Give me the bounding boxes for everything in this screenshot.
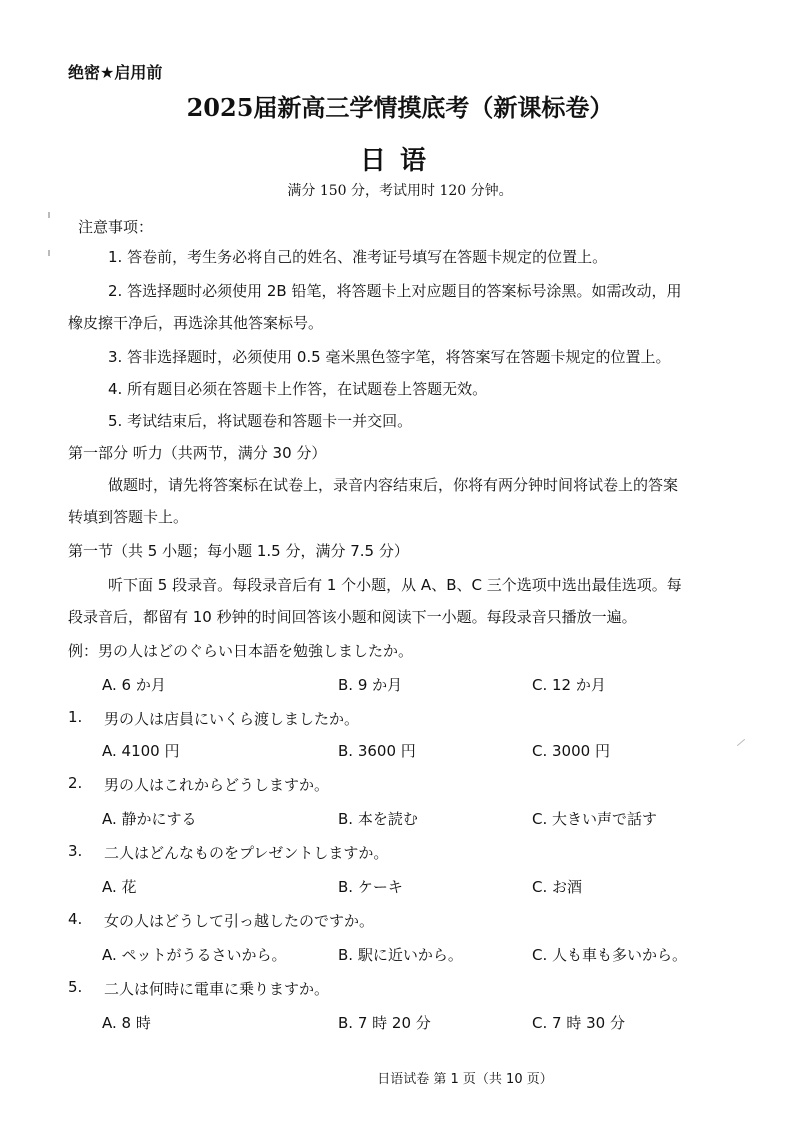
question-text: 男の人は店員にいくら渡しましたか。: [104, 710, 360, 728]
question-number: 2.: [68, 774, 83, 792]
section1-title: 第一节（共 5 小题；每小题 1.5 分，满分 7.5 分）: [68, 542, 409, 560]
question-text: 男の人はこれからどうしますか。: [104, 776, 330, 794]
option-b: B. 9 か月: [338, 676, 403, 694]
notice-item: 5. 考试结束后，将试题卷和答题卡一并交回。: [108, 412, 413, 430]
notice-item: 3. 答非选择题时，必须使用 0.5 毫米黑色签字笔，将答案写在答题卡规定的位置上。: [108, 348, 671, 366]
exam-title: 2025届新高三学情摸底考（新课标卷）: [186, 93, 614, 122]
confidential-label: 绝密★启用前: [68, 63, 163, 82]
score-info: 满分 150 分，考试用时 120 分钟。: [287, 183, 513, 199]
option-c: C. お酒: [532, 878, 583, 896]
notice-item: 4. 所有题目必须在答题卡上作答，在试题卷上答题无效。: [108, 380, 488, 398]
option-c: C. 人も車も多いから。: [532, 946, 688, 964]
option-b: B. 本を読む: [338, 810, 418, 828]
option-a: A. 静かにする: [102, 810, 197, 828]
part1-title: 第一部分 听力（共两节，满分 30 分）: [68, 444, 327, 462]
option-a: A. 4100 円: [102, 742, 180, 760]
scan-mark: [48, 250, 50, 256]
question-number: 5.: [68, 978, 83, 996]
question-number: 例：: [68, 642, 99, 660]
part1-instruction: 转填到答题卡上。: [68, 508, 189, 526]
option-b: B. 3600 円: [338, 742, 416, 760]
option-b: B. 駅に近いから。: [338, 946, 463, 964]
question-number: 3.: [68, 842, 83, 860]
question-example: [68, 640, 413, 661]
part1-instruction: 做题时，请先将答案标在试卷上，录音内容结束后，你将有两分钟时间将试卷上的答案: [108, 476, 679, 494]
question-text: 女の人はどうして引っ越したのですか。: [104, 912, 375, 930]
question-text: 二人は何時に電車に乗りますか。: [104, 980, 330, 998]
option-c: C. 12 か月: [532, 676, 606, 694]
subject-title: 日语: [359, 146, 440, 176]
notice-item: 2. 答选择题时必须使用 2B 铅笔，将答题卡上对应题目的答案标号涂黑。如需改动，用: [108, 282, 682, 300]
scan-mark: [737, 739, 745, 746]
question-number: 1.: [68, 708, 83, 726]
question-text: 男の人はどのぐらい日本語を勉強しましたか。: [98, 642, 414, 660]
scan-mark: [48, 212, 50, 218]
notice-item: 橡皮擦干净后，再选涂其他答案标号。: [68, 314, 324, 332]
question-text: 二人はどんなものをプレゼントしますか。: [104, 844, 389, 862]
page-footer: 日语试卷 第 1 页（共 10 页）: [377, 1072, 553, 1087]
option-b: B. 7 時 20 分: [338, 1014, 431, 1032]
option-c: C. 3000 円: [532, 742, 610, 760]
section1-instruction: 段录音后，都留有 10 秒钟的时间回答该小题和阅读下一小题。每段录音只播放一遍。: [68, 608, 637, 626]
option-b: B. ケーキ: [338, 878, 403, 896]
option-c: C. 7 時 30 分: [532, 1014, 625, 1032]
option-a: A. 6 か月: [102, 676, 166, 694]
notice-title: 注意事项：: [78, 218, 154, 236]
section1-instruction: 听下面 5 段录音。每段录音后有 1 个小题，从 A、B、C 三个选项中选出最佳选项。每: [108, 576, 682, 594]
option-a: A. 8 時: [102, 1014, 151, 1032]
option-a: A. 花: [102, 878, 137, 896]
notice-item: 1. 答卷前，考生务必将自己的姓名、准考证号填写在答题卡规定的位置上。: [108, 248, 608, 266]
option-a: A. ペットがうるさいから。: [102, 946, 287, 964]
option-c: C. 大きい声で話す: [532, 810, 658, 828]
question-number: 4.: [68, 910, 83, 928]
